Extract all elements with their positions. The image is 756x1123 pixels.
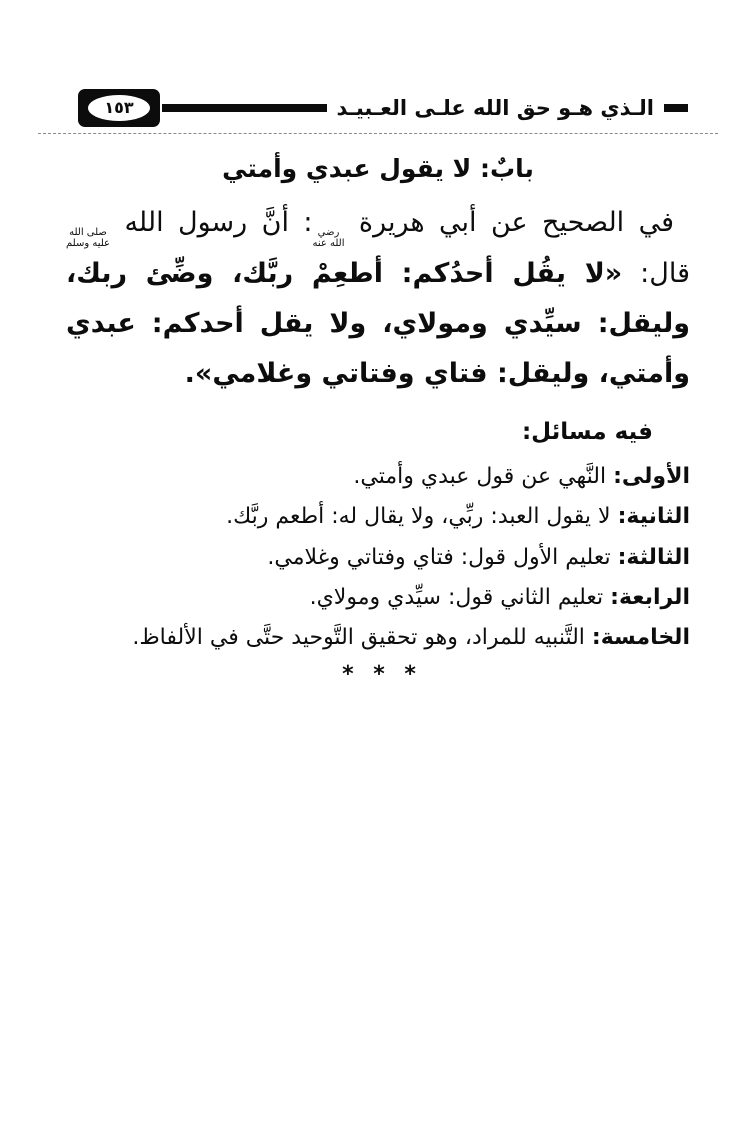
honorific-line: الله عنه <box>312 238 345 249</box>
honorific-line: رضي <box>317 227 340 238</box>
masail-item-3-ordinal: الثالثة: <box>617 544 690 570</box>
masail-item-3 <box>66 538 690 578</box>
masail-item-1-ordinal: الأولى: <box>613 464 690 489</box>
masail-item-4-ordinal: الرابعة: <box>610 584 690 610</box>
masail-item-4-text: تعليم الثاني قول: سيِّدي ومولاي. <box>309 584 604 610</box>
hadith-quote-text: «لا يقُل أحدُكم: أطعِمْ ربَّك، وضِّئ ربك، وليقل: سيِّدي ومولاي، ولا يقل أحدكم: عبدي وأمتي، وليقل: فتاي وفتاتي وغلامي». <box>66 258 690 390</box>
sallallahu-alayhi-wasallam-icon <box>66 227 110 249</box>
chapter-end-stars: * * * <box>342 662 422 687</box>
masail-item-1-text: النَّهي عن قول عبدي وأمتي. <box>353 464 607 489</box>
masail-item-2-text: لا يقول العبد: ربِّي، ولا يقال له: أطعم ربَّك. <box>226 504 611 530</box>
masail-list <box>66 457 690 658</box>
header-left-rule <box>162 104 327 112</box>
masail-item-5 <box>66 618 690 658</box>
masail-item-5-text: التَّنبيه للمراد، وهو تحقيق التَّوحيد حتَّى في الألفاظ. <box>132 625 585 650</box>
page-header <box>78 88 688 128</box>
hadith-middle: : أنَّ رسول الله <box>124 207 313 238</box>
chapter-title: بابٌ: لا يقول عبدي وأمتي <box>222 154 534 183</box>
hadith-qala: قال: <box>640 258 690 289</box>
honorific-line: عليه وسلم <box>66 238 111 249</box>
hadith-paragraph <box>66 198 690 400</box>
header-right-rule <box>664 104 688 112</box>
page-number-badge <box>78 89 160 127</box>
header-underline-rule <box>38 133 718 134</box>
masail-item-2-ordinal: الثانية: <box>617 504 690 530</box>
radiallahu-anhu-icon <box>312 227 344 249</box>
masail-item-3-text: تعليم الأول قول: فتاي وفتاتي وغلامي. <box>267 544 611 570</box>
masail-item-4 <box>66 578 690 618</box>
masail-item-2 <box>66 497 690 537</box>
running-header-title: الـذي هـو حق الله علـى العـبيـد <box>336 96 654 120</box>
hadith-intro: في الصحيح عن أبي هريرة <box>358 207 674 238</box>
masail-item-5-ordinal: الخامسة: <box>591 625 690 650</box>
page-number: ١٥٣ <box>88 95 150 121</box>
honorific-line: صلى الله <box>69 227 107 238</box>
masail-item-1 <box>66 457 690 497</box>
masail-heading: فيه مسائل: <box>521 419 653 445</box>
